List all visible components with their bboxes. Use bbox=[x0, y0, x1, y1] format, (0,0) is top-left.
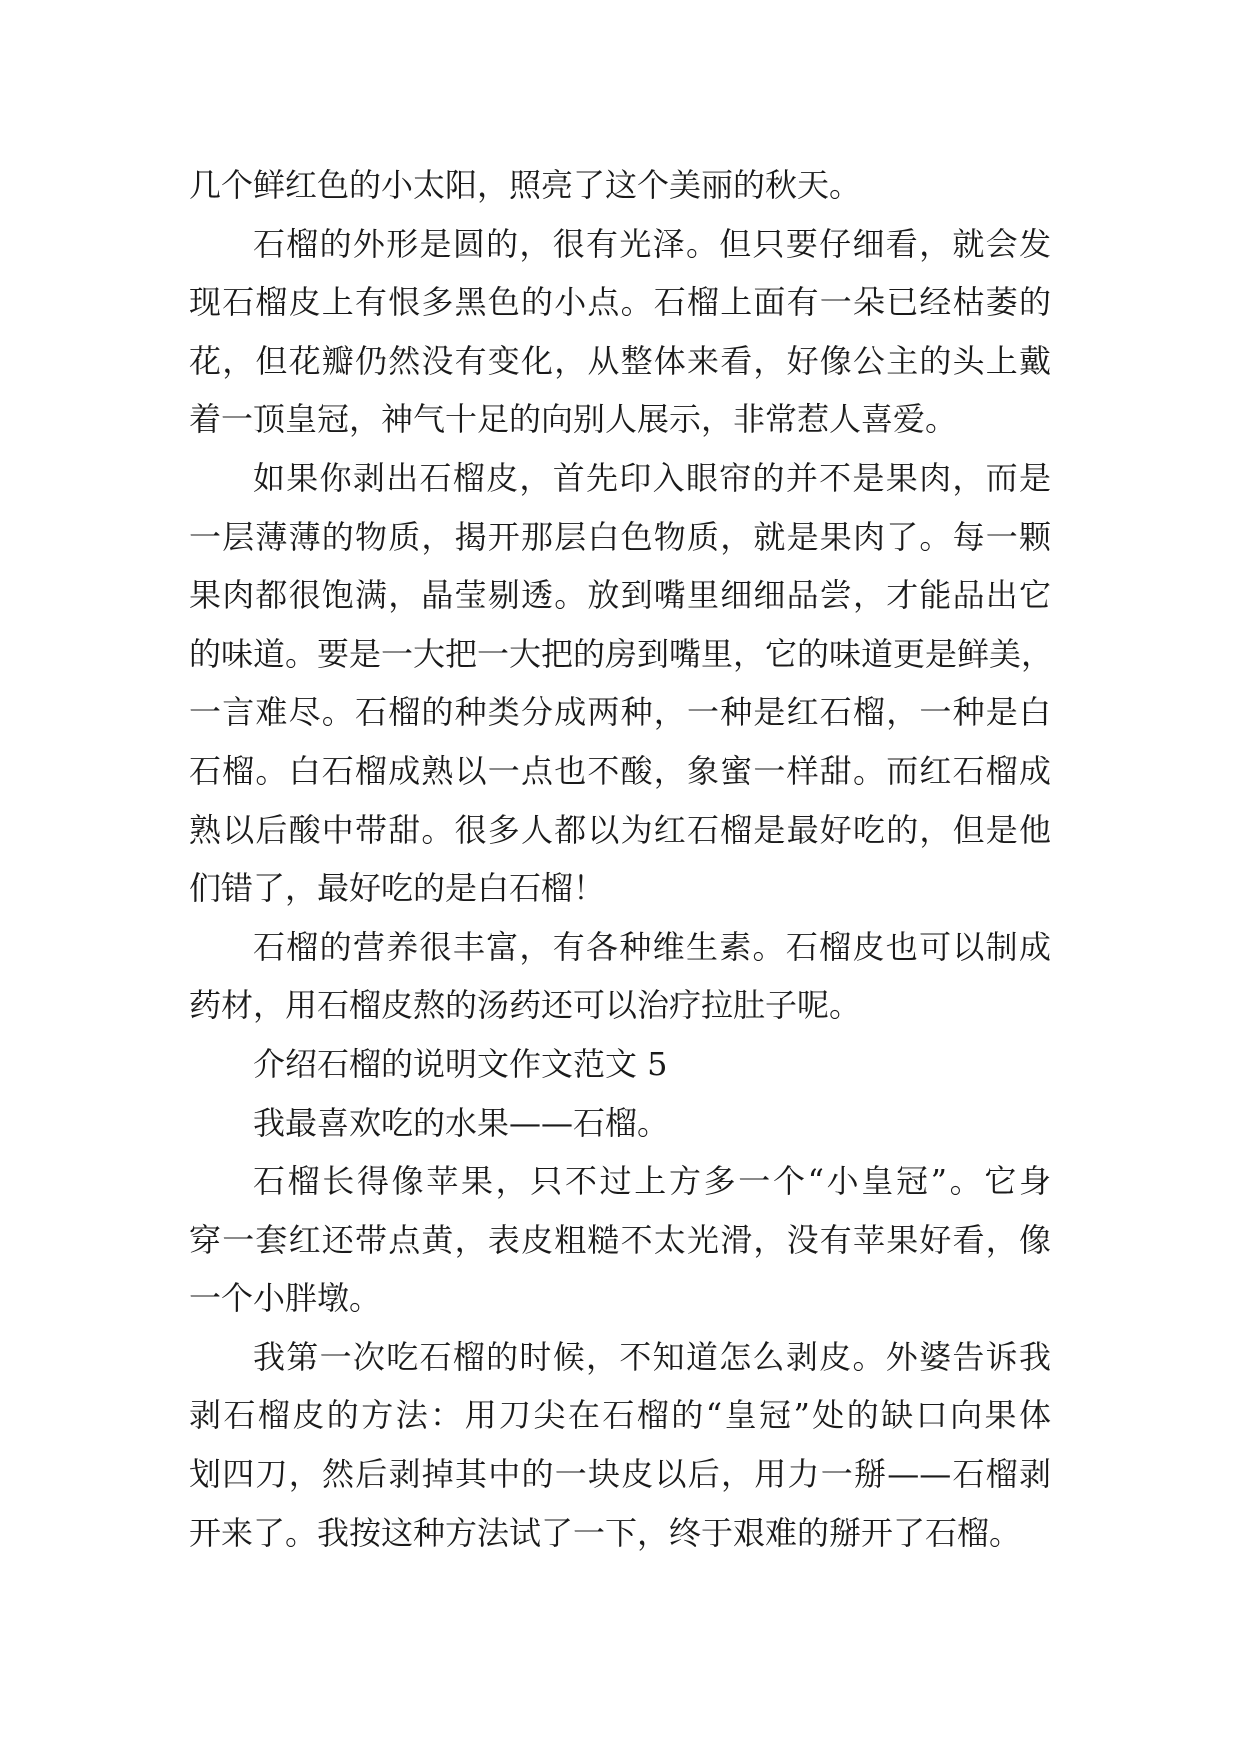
paragraph bbox=[189, 156, 1051, 215]
text-line: 剥石榴皮的方法：用刀尖在石榴的“皇冠”处的缺口向果体 bbox=[189, 1396, 1051, 1435]
text-line: 药材，用石榴皮熬的汤药还可以治疗拉肚子呢。 bbox=[189, 986, 862, 1025]
text-line: 我最喜欢吃的水果——石榴。 bbox=[253, 1103, 670, 1142]
text-line: 石榴。白石榴成熟以一点也不酸，象蜜一样甜。而红石榴成 bbox=[189, 751, 1051, 790]
paragraph bbox=[189, 918, 1051, 1035]
section-title bbox=[189, 1035, 1051, 1094]
paragraph bbox=[189, 1152, 1051, 1328]
text-line: 穿一套红还带点黄，表皮粗糙不太光滑，没有苹果好看，像 bbox=[189, 1220, 1051, 1259]
text-line: 现石榴皮上有恨多黑色的小点。石榴上面有一朵已经枯萎的 bbox=[189, 283, 1051, 322]
text-line: 们错了，最好吃的是白石榴！ bbox=[189, 869, 606, 908]
paragraph bbox=[189, 215, 1051, 449]
text-line: 开来了。我按这种方法试了一下，终于艰难的掰开了石榴。 bbox=[189, 1513, 1022, 1552]
text-line: 的味道。要是一大把一大把的房到嘴里，它的味道更是鲜美， bbox=[189, 634, 1054, 673]
text-line: 如果你剥出石榴皮，首先印入眼帘的并不是果肉，而是 bbox=[253, 458, 1051, 497]
text-line: 石榴长得像苹果，只不过上方多一个“小皇冠”。它身 bbox=[253, 1162, 1051, 1201]
section-title-text: 介绍石榴的说明文作文范文 5 bbox=[253, 1044, 668, 1083]
text-line: 几个鲜红色的小太阳，照亮了这个美丽的秋天。 bbox=[189, 166, 862, 204]
text-line: 一层薄薄的物质，揭开那层白色物质，就是果肉了。每一颗 bbox=[189, 517, 1051, 556]
text-line: 果肉都很饱满，晶莹剔透。放到嘴里细细品尝，才能品出它 bbox=[189, 576, 1051, 615]
text-line: 一个小胖墩。 bbox=[189, 1279, 382, 1318]
text-line: 花，但花瓣仍然没有变化，从整体来看，好像公主的头上戴 bbox=[189, 341, 1051, 380]
paragraph bbox=[189, 1094, 1051, 1153]
text-line: 石榴的外形是圆的，很有光泽。但只要仔细看，就会发 bbox=[253, 224, 1051, 263]
text-line: 熟以后酸中带甜。很多人都以为红石榴是最好吃的，但是他 bbox=[189, 810, 1051, 849]
text-line: 石榴的营养很丰富，有各种维生素。石榴皮也可以制成 bbox=[253, 927, 1051, 966]
document-body bbox=[189, 156, 1054, 1562]
text-line: 着一顶皇冠，神气十足的向别人展示，非常惹人喜爱。 bbox=[189, 400, 958, 439]
paragraph bbox=[189, 449, 1054, 918]
text-line: 我第一次吃石榴的时候，不知道怎么剥皮。外婆告诉我 bbox=[253, 1337, 1051, 1376]
text-line: 一言难尽。石榴的种类分成两种，一种是红石榴，一种是白 bbox=[189, 693, 1051, 732]
paragraph bbox=[189, 1328, 1051, 1562]
text-line: 划四刀，然后剥掉其中的一块皮以后，用力一掰——石榴剥 bbox=[189, 1455, 1051, 1494]
